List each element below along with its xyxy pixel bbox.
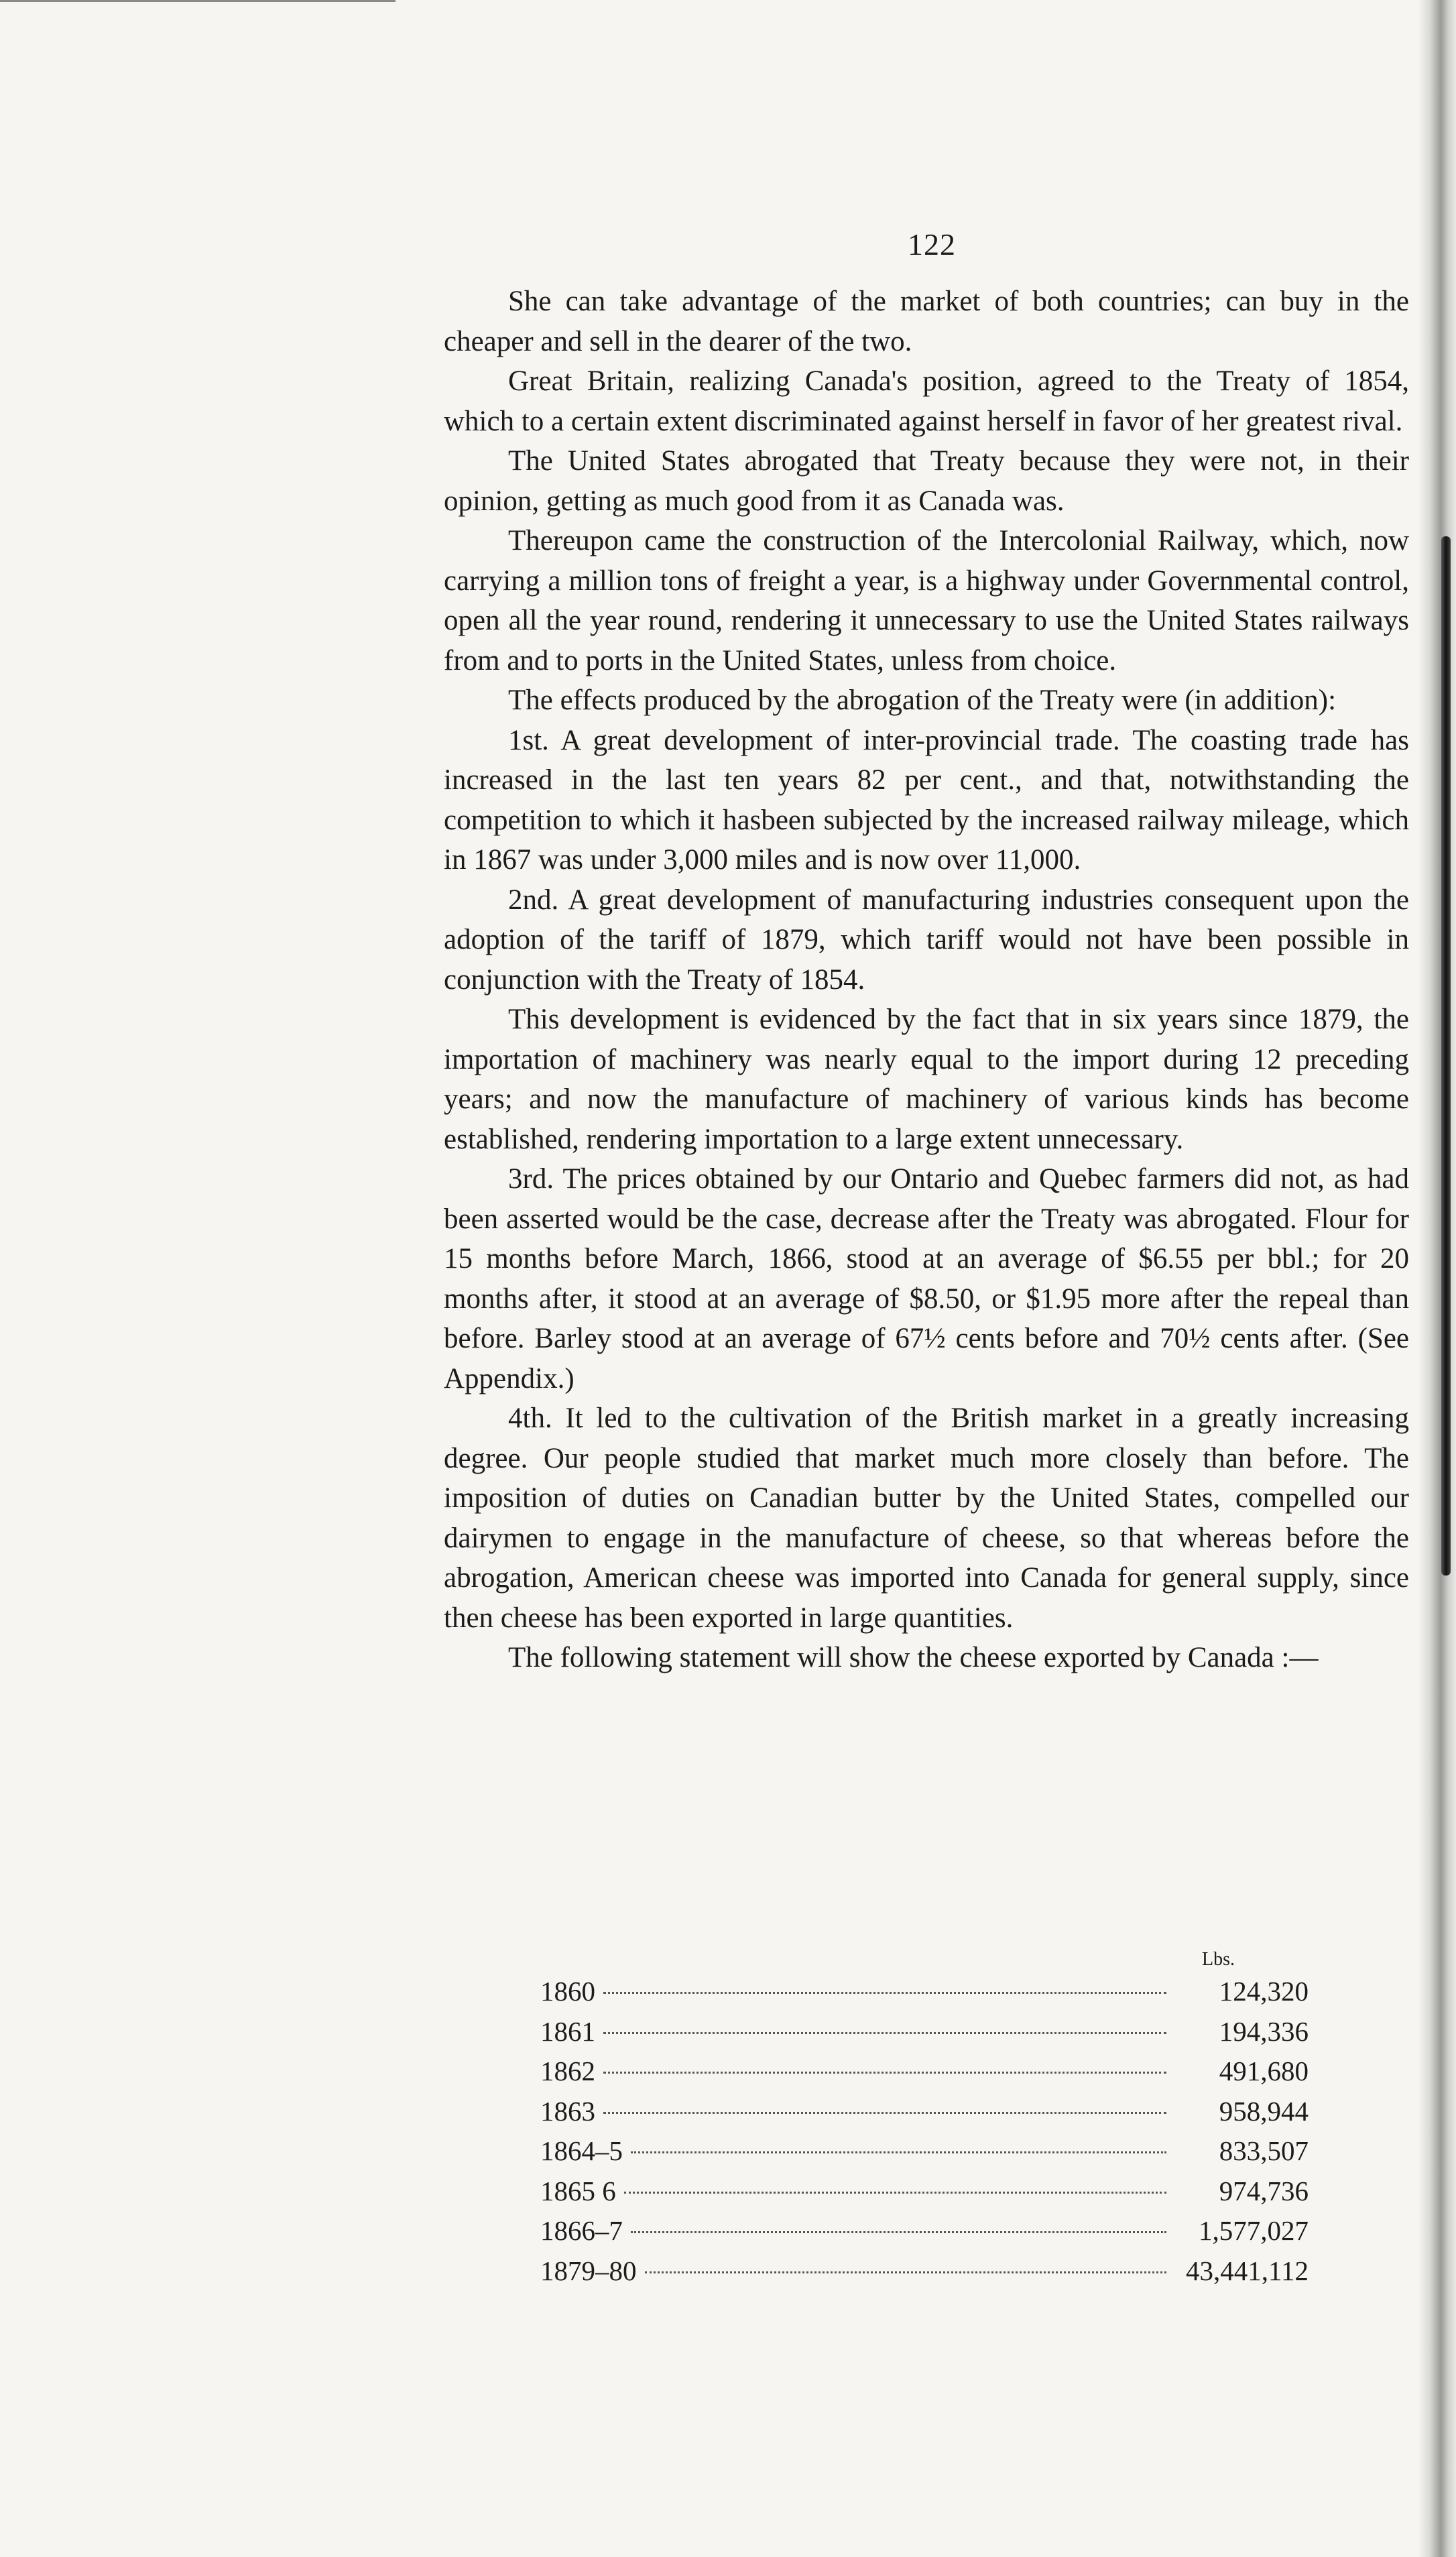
paragraph: The following statement will show the cheese exported by Canada :—	[508, 1642, 1319, 1673]
row-year: 1866–7	[540, 2215, 623, 2246]
table-row	[540, 2092, 1309, 2132]
dot-leader	[603, 2032, 1166, 2034]
row-year: 1861	[540, 2015, 595, 2047]
row-year: 1879–80	[540, 2255, 637, 2286]
row-value: 974,736	[1219, 2175, 1309, 2206]
table-row	[540, 2051, 1309, 2092]
top-rule	[0, 0, 396, 2]
row-year: 1863	[540, 2095, 595, 2127]
paragraph: 4th. It led to the cultivation of the British market in a greatly increasing degree. Our people studied that market much more closely than before. The imposition of duties on Canadian butter by the United States, compelled our dairymen to engage in the manufacture of cheese, so that whereas before the abrogation, American cheese was imported into Canada for general supply, since then cheese has been exported in large quantities.	[444, 1403, 1409, 1634]
paragraph: 1st. A great development of inter-provincial trade. The coasting trade has increased in the last ten years 82 per cent., and that, notwithstanding the competition to which it hasbeen subjected by the increased railway mileage, which in 1867 was under 3,000 miles and is now over 11,000.	[444, 724, 1409, 876]
row-year: 1864–5	[540, 2135, 623, 2166]
dot-leader	[631, 2231, 1166, 2233]
table-row	[540, 2172, 1309, 2212]
unit-header: Lbs.	[1202, 1949, 1235, 1970]
table-row	[540, 2211, 1309, 2251]
dot-leader	[631, 2151, 1166, 2153]
paragraph: The United States abrogated that Treaty because they were not, in their opinion, getting as much good from it as Canada was.	[444, 445, 1409, 517]
cheese-export-table	[540, 1948, 1309, 2291]
dot-leader	[603, 1992, 1166, 1994]
binding-shadow	[1441, 536, 1451, 1575]
paragraph: Thereupon came the construction of the Intercolonial Railway, which, now carrying a million tons of freight a year, is a highway under Governmental control, open all the year round, rendering it unnecessary to use the United States railways from and to ports in the United States, unless from choice.	[444, 525, 1409, 676]
table-row	[540, 1972, 1309, 2012]
paragraph: 3rd. The prices obtained by our Ontario and Quebec farmers did not, as had been asserted would be the case, decrease after the Treaty was abrogated. Flour for 15 months before March, 1866, stood at an average of $6.55 per bbl.; for 20 months after, it stood at an average of $8.50, or $1.95 more after the repeal than before. Barley stood at an average of 67½ cents before and 70½ cents after. (See Appendix.)	[444, 1163, 1409, 1394]
row-value: 491,680	[1219, 2056, 1309, 2086]
dot-leader	[603, 2072, 1166, 2074]
body-text	[444, 282, 1409, 1678]
table-row	[540, 2012, 1309, 2052]
paragraph: This development is evidenced by the fact that in six years since 1879, the importation of machinery was nearly equal to the import during 12 preceding years; and now the manufacture of machinery of various kinds has become established, rendering importation to a large extent unnecessary.	[444, 1004, 1409, 1155]
row-value: 43,441,112	[1186, 2255, 1309, 2286]
table-row	[540, 2251, 1309, 2292]
paragraph: 2nd. A great development of manufacturing industries consequent upon the adoption of the tariff of 1879, which tariff would not have been possible in conjunction with the Treaty of 1854.	[444, 884, 1409, 996]
dot-leader	[624, 2192, 1166, 2194]
row-value: 1,577,027	[1199, 2215, 1309, 2246]
table-row	[540, 2131, 1309, 2172]
dot-leader	[603, 2112, 1166, 2114]
row-year: 1865 6	[540, 2175, 616, 2206]
row-year: 1860	[540, 1976, 595, 2007]
paragraph: She can take advantage of the market of both countries; can buy in the cheaper and sell in the dearer of the two.	[444, 286, 1409, 357]
dot-leader	[645, 2271, 1167, 2273]
paragraph: The effects produced by the abrogation of the Treaty were (in addition):	[508, 685, 1337, 716]
paragraph: Great Britain, realizing Canada's position, agreed to the Treaty of 1854, which to a certain extent discriminated against herself in favor of her greatest rival.	[444, 365, 1409, 437]
page-number: 122	[908, 227, 956, 261]
row-value: 958,944	[1219, 2095, 1309, 2127]
row-value: 124,320	[1219, 1976, 1309, 2007]
row-year: 1862	[540, 2056, 595, 2086]
row-value: 833,507	[1219, 2135, 1309, 2166]
row-value: 194,336	[1219, 2015, 1309, 2047]
